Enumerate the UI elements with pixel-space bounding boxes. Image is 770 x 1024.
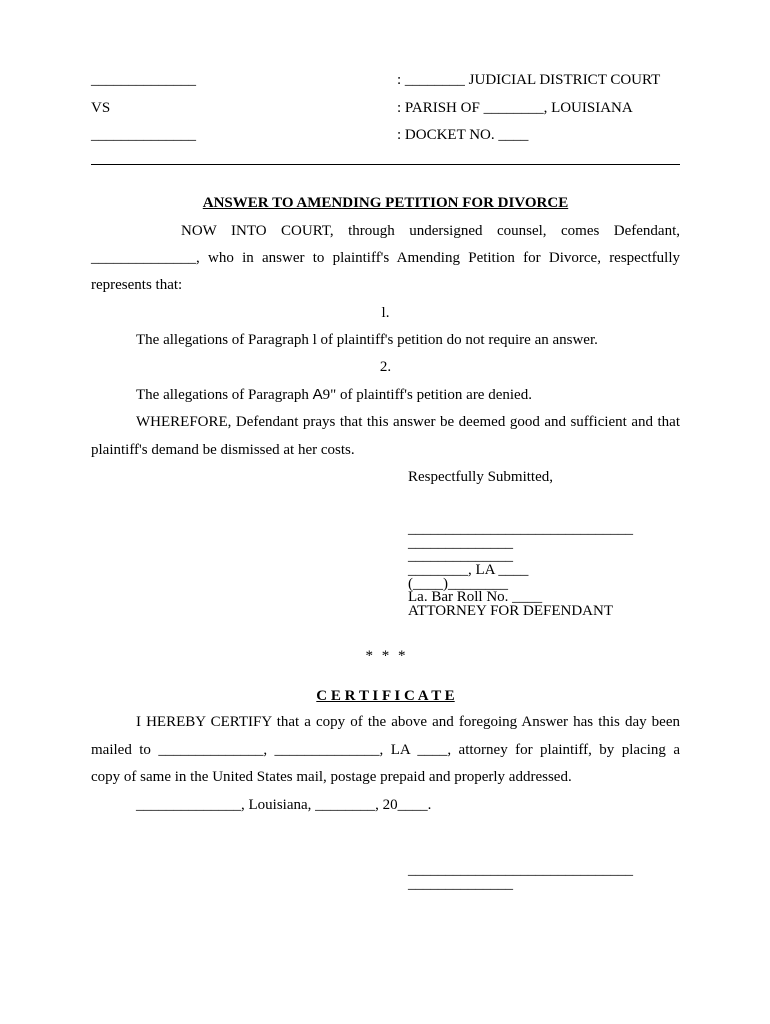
paragraph-1-number: l. [381, 305, 390, 321]
certificate-signature-block [408, 864, 633, 891]
certificate-line-1: I HEREBY CERTIFY that a copy of the above and foregoing Answer has this day been [136, 714, 680, 730]
intro-line-3: represents that: [91, 277, 183, 293]
attorney-designation: ATTORNEY FOR DEFENDANT [408, 603, 614, 620]
caption-plaintiff-blank: ______________ [91, 72, 196, 88]
caption-divider [91, 164, 680, 165]
section-separator: * * * [365, 648, 406, 664]
caption-court: : ________ JUDICIAL DISTRICT COURT [397, 72, 661, 88]
document-title: ANSWER TO AMENDING PETITION FOR DIVORCE [202, 195, 569, 211]
attorney-signature-line: ______________________________ [408, 521, 633, 537]
paragraph-2-reference-glyph: A [312, 386, 323, 403]
paragraph-2-number: 2. [379, 359, 392, 375]
intro-line-1: NOW INTO COURT, through undersigned counsel, comes Defendant, [181, 223, 680, 239]
attorney-signature-block [408, 523, 633, 619]
prayer-line-2: plaintiff's demand be dismissed at her costs. [91, 442, 355, 458]
caption-versus: VS [91, 100, 111, 116]
certificate-signature-line: ______________________________ [408, 862, 633, 878]
attorney-name-blank: ______________ [408, 534, 513, 551]
intro-line-2: ______________, who in answer to plaintiff's Amending Petition for Divorce, respectfully [91, 250, 680, 266]
caption-parish: : PARISH OF ________, LOUISIANA [397, 100, 633, 116]
certificate-date-line: ______________, Louisiana, ________, 20____. [136, 797, 432, 813]
certificate-heading: C E R T I F I C A T E [316, 688, 455, 704]
certificate-line-2: mailed to ______________, ______________, LA ____, attorney for plaintiff, by placing a [91, 742, 680, 758]
paragraph-1-text: The allegations of Paragraph l of plaintiff's petition do not require an answer. [136, 332, 598, 348]
attorney-bar-roll: La. Bar Roll No. ____ [408, 589, 543, 606]
attorney-address-blank: ______________ [408, 548, 513, 565]
attorney-phone-line: (____)________ [408, 575, 508, 592]
signature-closing: Respectfully Submitted, [408, 469, 553, 485]
caption-docket: : DOCKET NO. ____ [397, 127, 529, 143]
prayer-line-1: WHEREFORE, Defendant prays that this answer be deemed good and sufficient and that [136, 414, 680, 430]
certificate-name-blank: ______________ [408, 875, 513, 892]
paragraph-2-text-end: 9" of plaintiff's petition are denied. [322, 387, 532, 403]
paragraph-2-text [136, 386, 532, 404]
certificate-line-3: copy of same in the United States mail, postage prepaid and properly addressed. [91, 769, 572, 785]
attorney-city-line: ________, LA ____ [408, 562, 529, 579]
caption-defendant-blank: ______________ [91, 127, 196, 143]
paragraph-2-text-start: The allegations of Paragraph [136, 387, 313, 403]
